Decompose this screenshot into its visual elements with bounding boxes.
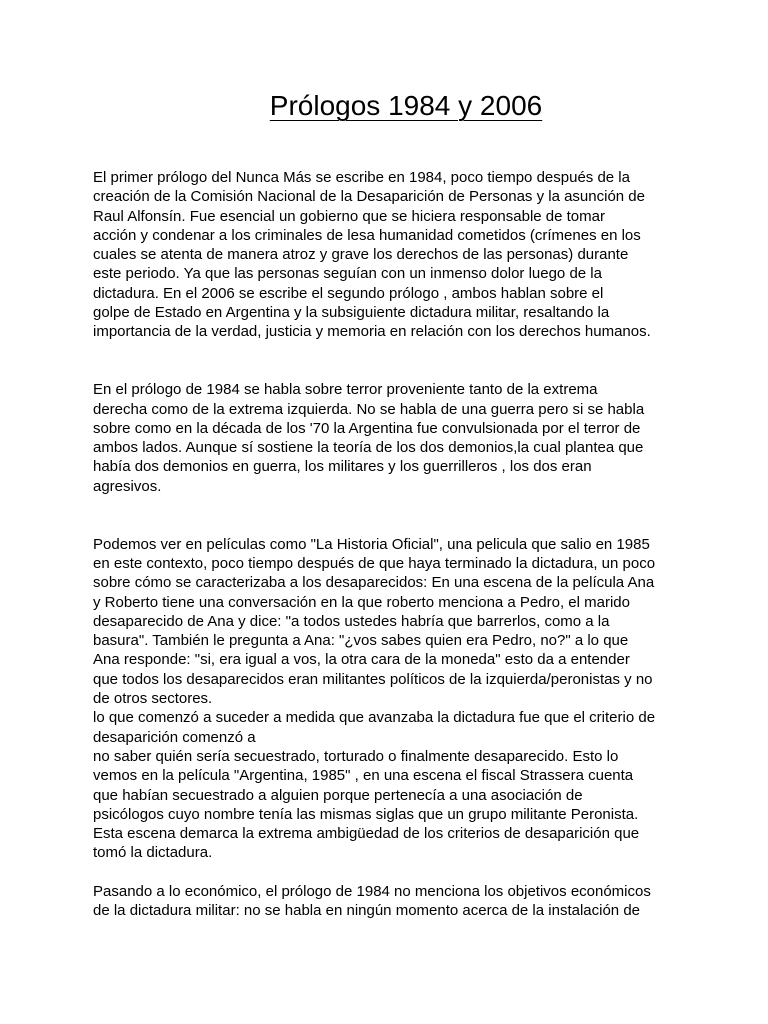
text-line: y Roberto tiene una conversación en la que roberto menciona a Pedro, el marido — [93, 593, 630, 611]
paragraph-2 — [93, 380, 683, 496]
text-line: desaparición comenzó a — [93, 728, 256, 746]
text-line: de otros sectores. — [93, 690, 213, 708]
text-line: este periodo. Ya que las personas seguían con un inmenso dolor luego de la — [93, 265, 602, 283]
paragraph-1 — [93, 168, 683, 342]
text-line: agresivos. — [93, 477, 162, 495]
text-line: que habían secuestrado a alguien porque pertenecía a una asociación de — [93, 786, 583, 804]
text-line: El primer prólogo del Nunca Más se escribe en 1984, poco tiempo después de la — [93, 169, 630, 186]
text-line: desaparecido de Ana y dice: "a todos ustedes habría que barrerlos, como a la — [93, 612, 610, 630]
text-line: Ana responde: "si, era igual a vos, la otra cara de la moneda" esto da a entender — [93, 651, 630, 669]
text-line: en este contexto, poco tiempo después de que haya terminado la dictadura, un poco — [93, 554, 656, 572]
text-line: vemos en la película "Argentina, 1985" , en una escena el fiscal Strassera cuenta — [93, 767, 634, 785]
text-line: tomó la dictadura. — [93, 844, 213, 862]
paragraph-3 — [93, 535, 683, 863]
text-line: había dos demonios en guerra, los militares y los guerrilleros , los dos eran — [93, 458, 592, 476]
text-line: basura". También le pregunta a Ana: "¿vos sabes quien era Pedro, no?" a lo que — [93, 632, 629, 650]
text-line: En el prólogo de 1984 se habla sobre terror proveniente tanto de la extrema — [93, 381, 598, 399]
text-line: lo que comenzó a suceder a medida que avanzaba la dictadura fue que el criterio de — [93, 709, 656, 727]
text-line: Pasando a lo económico, el prólogo de 1984 no menciona los objetivos económicos — [93, 882, 651, 900]
text-line: derecha como de la extrema izquierda. No se habla de una guerra pero si se habla — [93, 400, 645, 418]
text-line: importancia de la verdad, justicia y memoria en relación con los derechos humanos. — [93, 323, 651, 341]
text-line: cuales se atenta de manera atroz y grave los derechos de las personas) durante — [93, 246, 629, 264]
paragraph-spacer — [93, 342, 683, 381]
document-title: Prólogos 1984 y 2006 — [269, 90, 543, 121]
paragraph-spacer — [93, 496, 683, 535]
text-line: ambos lados. Aunque sí sostiene la teoría de los dos demonios,la cual plantea que — [93, 439, 644, 457]
text-line: dictadura. En el 2006 se escribe el segundo prólogo , ambos hablan sobre el — [93, 284, 604, 302]
text-line: Esta escena demarca la extrema ambigüedad de los criterios de desaparición que — [93, 825, 640, 843]
paragraph-spacer — [93, 863, 683, 882]
text-line: golpe de Estado en Argentina y la subsiguiente dictadura militar, resaltando la — [93, 304, 610, 322]
text-line: sobre como en la década de los '70 la Argentina fue convulsionada por el terror de — [93, 419, 641, 437]
text-line: Raul Alfonsín. Fue esencial un gobierno que se hiciera responsable de tomar — [93, 207, 605, 225]
text-line: que todos los desaparecidos eran militantes políticos de la izquierda/peronistas y no — [93, 670, 653, 688]
text-line: creación de la Comisión Nacional de la Desaparición de Personas y la asunción de — [93, 188, 645, 206]
text-line: de la dictadura militar: no se habla en ningún momento acerca de la instalación de — [93, 902, 641, 920]
text-line: sobre cómo se caracterizaba a los desaparecidos: En una escena de la película Ana — [93, 574, 655, 592]
text-line: acción y condenar a los criminales de lesa humanidad cometidos (crímenes en los — [93, 226, 641, 244]
paragraph-4 — [93, 882, 683, 921]
document-body — [93, 168, 683, 921]
text-line: Podemos ver en películas como "La Historia Oficial", una pelicula que salio en 1985 — [93, 535, 650, 553]
text-line: psicólogos cuyo nombre tenía las mismas siglas que un grupo militante Peronista. — [93, 805, 639, 823]
text-line: no saber quién sería secuestrado, torturado o finalmente desaparecido. Esto lo — [93, 747, 619, 765]
